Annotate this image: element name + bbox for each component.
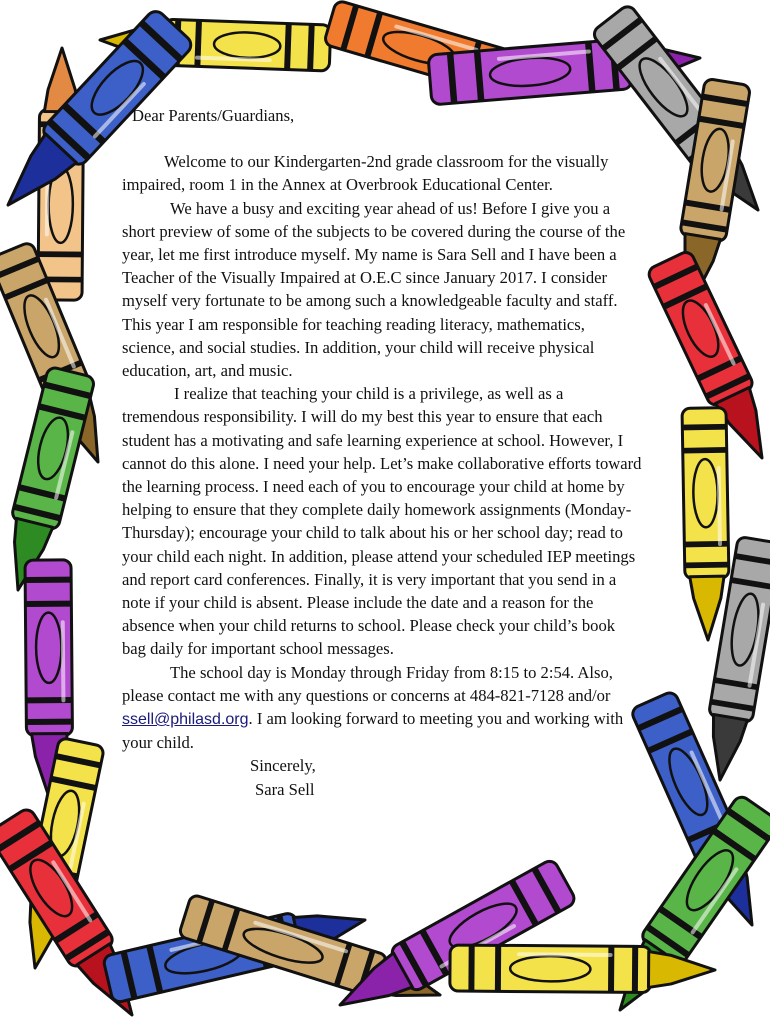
purple-crayon — [328, 858, 577, 1024]
email-link[interactable]: ssell@philasd.org — [122, 711, 249, 729]
closing-text: . I am looking forward to meeting you and working with your child. — [122, 709, 624, 753]
letter-body — [122, 104, 642, 801]
paragraph-responsibility: I realize that teaching your child is a privilege, as well as a tremendous responsibility. I will do my best this year to ensure that each student has a motivating and safe learning experience at school. However, I cannot do this alone. I need your help. Let’s make collaborative efforts toward the learning process. I need each of you to encourage your child at home by helping to ensure that they complete daily homework assignments (Monday-Thursday); encourage your child to talk about his or her school day; read to your child each night. In addition, please attend your scheduled IEP meetings and report card conferences. Finally, it is very important that you send in a note if your child is absent. Please include the date and a reason for the absence when your child returns to school. Please check your child’s book bag daily for important school messages. — [122, 384, 642, 659]
yellow-crayon — [682, 408, 730, 641]
paragraph-contact — [122, 661, 642, 755]
sign-off: Sincerely, — [250, 756, 316, 776]
salutation: Dear Parents/Guardians, — [132, 106, 295, 125]
signature: Sara Sell — [255, 779, 315, 799]
contact-text: The school day is Monday through Friday from 8:15 to 2:54. Also, please contact me with any questions or concerns at 484-821-7128 and/or — [122, 662, 613, 705]
paragraph-welcome: Welcome to our Kindergarten-2nd grade classroom for the visually impaired, room 1 in the Annex at Overbrook Educational Center. — [122, 152, 609, 195]
paragraph-introduction: We have a busy and exciting year ahead of us! Before I give you a short preview of some of the subjects to be covered during the course of the year, let me first introduce myself. My name is Sara Sell and I have been a Teacher of the Visually Impaired at O.E.C since January 2017. I consider myself very fortunate to be among such a knowledgeable faculty and staff. This year I am responsible for teaching reading literacy, mathematics, science, and social studies. In addition, your child will receive physical education, art, and music. — [122, 198, 626, 381]
